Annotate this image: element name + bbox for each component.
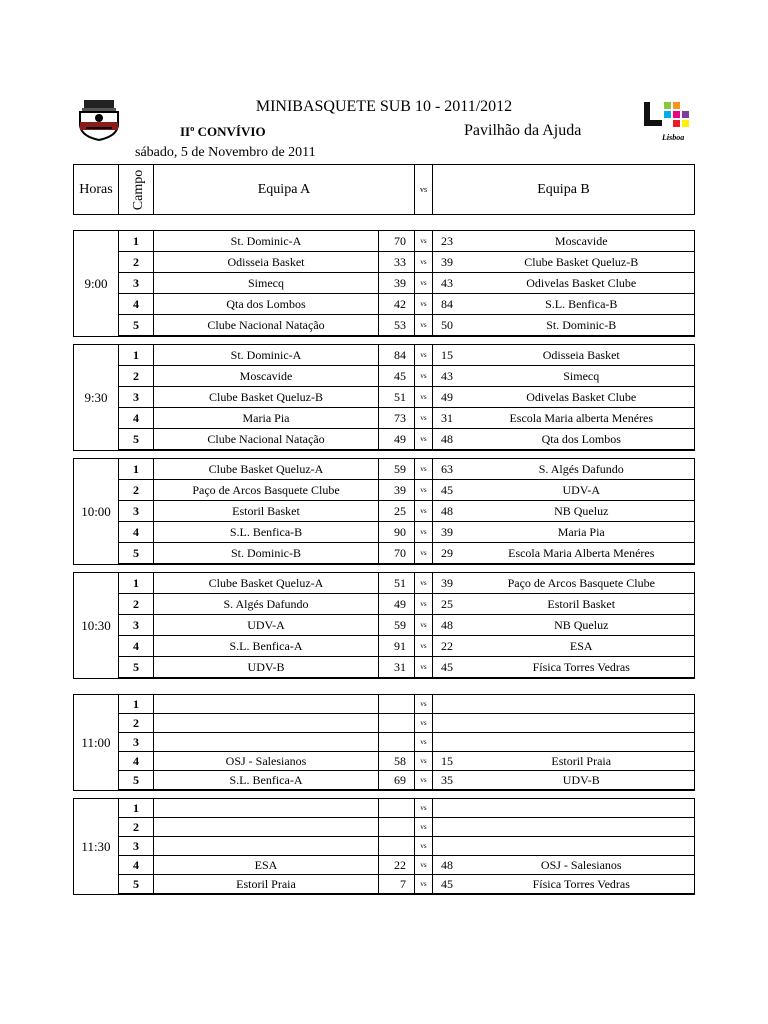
team-b-score bbox=[433, 733, 469, 752]
campo-number: 3 bbox=[119, 733, 154, 752]
vs-label: vs bbox=[415, 408, 433, 429]
team-b-score: 15 bbox=[433, 345, 469, 366]
campo-number: 4 bbox=[119, 752, 154, 771]
vs-label: vs bbox=[415, 657, 433, 679]
team-b-score: 29 bbox=[433, 543, 469, 565]
vs-label: vs bbox=[415, 733, 433, 752]
campo-number: 3 bbox=[119, 501, 154, 522]
team-a-score: 42 bbox=[379, 294, 415, 315]
team-a-score: 49 bbox=[379, 594, 415, 615]
game-row bbox=[74, 315, 695, 337]
team-b-score: 39 bbox=[433, 522, 469, 543]
vs-label: vs bbox=[415, 615, 433, 636]
vs-label: vs bbox=[415, 345, 433, 366]
team-b-score: 39 bbox=[433, 573, 469, 594]
team-b-score: 84 bbox=[433, 294, 469, 315]
team-a-name: St. Dominic-A bbox=[154, 231, 379, 252]
team-b-score: 23 bbox=[433, 231, 469, 252]
team-b-score: 45 bbox=[433, 875, 469, 895]
game-row bbox=[74, 366, 695, 387]
campo-number: 2 bbox=[119, 366, 154, 387]
campo-number: 2 bbox=[119, 480, 154, 501]
campo-number: 1 bbox=[119, 573, 154, 594]
vs-label: vs bbox=[415, 636, 433, 657]
team-a-score bbox=[379, 799, 415, 818]
team-a-name: OSJ - Salesianos bbox=[154, 752, 379, 771]
team-a-name: S.L. Benfica-B bbox=[154, 522, 379, 543]
game-row bbox=[74, 714, 695, 733]
campo-number: 5 bbox=[119, 657, 154, 679]
team-a-name: Clube Nacional Natação bbox=[154, 315, 379, 337]
team-a-name: Estoril Praia bbox=[154, 875, 379, 895]
vs-label: vs bbox=[415, 543, 433, 565]
team-b-name: OSJ - Salesianos bbox=[469, 856, 695, 875]
team-b-name: Simecq bbox=[469, 366, 695, 387]
team-b-score: 22 bbox=[433, 636, 469, 657]
vs-label: vs bbox=[415, 818, 433, 837]
campo-number: 5 bbox=[119, 315, 154, 337]
team-a-score: 70 bbox=[379, 543, 415, 565]
game-row bbox=[74, 294, 695, 315]
team-b-name: Maria Pia bbox=[469, 522, 695, 543]
game-row bbox=[74, 231, 695, 252]
team-b-name: Clube Basket Queluz-B bbox=[469, 252, 695, 273]
time-slot-table bbox=[73, 458, 695, 565]
slot-hour: 10:00 bbox=[74, 459, 119, 565]
header-campo-label: Campo bbox=[131, 169, 147, 210]
game-row bbox=[74, 771, 695, 791]
vs-label: vs bbox=[415, 387, 433, 408]
team-a-name: Maria Pia bbox=[154, 408, 379, 429]
team-a-score: 59 bbox=[379, 459, 415, 480]
team-a-score: 45 bbox=[379, 366, 415, 387]
vs-label: vs bbox=[415, 366, 433, 387]
team-a-name: Clube Basket Queluz-A bbox=[154, 459, 379, 480]
team-a-score: 69 bbox=[379, 771, 415, 791]
team-b-name: UDV-B bbox=[469, 771, 695, 791]
game-row bbox=[74, 695, 695, 714]
team-b-score: 25 bbox=[433, 594, 469, 615]
team-a-name: Clube Nacional Natação bbox=[154, 429, 379, 451]
game-row bbox=[74, 856, 695, 875]
game-row bbox=[74, 387, 695, 408]
team-a-name: Qta dos Lombos bbox=[154, 294, 379, 315]
vs-label: vs bbox=[415, 856, 433, 875]
team-a-name bbox=[154, 799, 379, 818]
campo-number: 2 bbox=[119, 594, 154, 615]
slot-hour: 10:30 bbox=[74, 573, 119, 679]
vs-label: vs bbox=[415, 837, 433, 856]
page-subtitle: IIº CONVÍVIO bbox=[180, 124, 266, 139]
vs-label: vs bbox=[415, 573, 433, 594]
time-slot-table bbox=[73, 798, 695, 895]
team-a-score: 25 bbox=[379, 501, 415, 522]
game-row bbox=[74, 752, 695, 771]
vs-label: vs bbox=[415, 429, 433, 451]
campo-number: 1 bbox=[119, 695, 154, 714]
slot-hour: 9:00 bbox=[74, 231, 119, 337]
team-a-name: Simecq bbox=[154, 273, 379, 294]
game-row bbox=[74, 594, 695, 615]
team-a-score bbox=[379, 695, 415, 714]
team-a-score: 51 bbox=[379, 387, 415, 408]
team-a-name: S.L. Benfica-A bbox=[154, 636, 379, 657]
team-b-score: 50 bbox=[433, 315, 469, 337]
slot-hour: 9:30 bbox=[74, 345, 119, 451]
team-b-name bbox=[469, 714, 695, 733]
team-b-score bbox=[433, 714, 469, 733]
vs-label: vs bbox=[415, 714, 433, 733]
vs-label: vs bbox=[415, 294, 433, 315]
campo-number: 3 bbox=[119, 837, 154, 856]
team-b-name bbox=[469, 818, 695, 837]
team-a-score: 22 bbox=[379, 856, 415, 875]
team-b-name bbox=[469, 695, 695, 714]
team-a-name bbox=[154, 837, 379, 856]
time-slot-table bbox=[73, 344, 695, 451]
game-row bbox=[74, 345, 695, 366]
game-row bbox=[74, 480, 695, 501]
header-horas: Horas bbox=[74, 165, 119, 215]
vs-label: vs bbox=[415, 522, 433, 543]
team-b-name: ESA bbox=[469, 636, 695, 657]
game-row bbox=[74, 429, 695, 451]
page-title: MINIBASQUETE SUB 10 - 2011/2012 bbox=[255, 98, 513, 115]
game-row bbox=[74, 837, 695, 856]
team-b-name: Estoril Praia bbox=[469, 752, 695, 771]
team-b-name bbox=[469, 837, 695, 856]
team-b-score: 31 bbox=[433, 408, 469, 429]
campo-number: 5 bbox=[119, 875, 154, 895]
team-a-name: St. Dominic-B bbox=[154, 543, 379, 565]
team-a-score: 49 bbox=[379, 429, 415, 451]
team-b-name: UDV-A bbox=[469, 480, 695, 501]
team-a-score: 90 bbox=[379, 522, 415, 543]
time-slot-table bbox=[73, 572, 695, 679]
campo-number: 2 bbox=[119, 714, 154, 733]
team-b-score: 35 bbox=[433, 771, 469, 791]
team-a-score: 51 bbox=[379, 573, 415, 594]
team-a-name: Paço de Arcos Basquete Clube bbox=[154, 480, 379, 501]
team-b-name: Odivelas Basket Clube bbox=[469, 387, 695, 408]
team-b-name: Paço de Arcos Basquete Clube bbox=[469, 573, 695, 594]
team-b-score: 63 bbox=[433, 459, 469, 480]
team-a-score bbox=[379, 714, 415, 733]
vs-label: vs bbox=[415, 771, 433, 791]
vs-label: vs bbox=[415, 594, 433, 615]
team-a-score: 91 bbox=[379, 636, 415, 657]
team-b-score bbox=[433, 818, 469, 837]
team-b-name: St. Dominic-B bbox=[469, 315, 695, 337]
team-b-score: 49 bbox=[433, 387, 469, 408]
vs-label: vs bbox=[415, 315, 433, 337]
vs-label: vs bbox=[415, 273, 433, 294]
campo-number: 5 bbox=[119, 771, 154, 791]
team-a-score bbox=[379, 837, 415, 856]
game-row bbox=[74, 573, 695, 594]
team-b-score: 43 bbox=[433, 366, 469, 387]
team-b-score: 43 bbox=[433, 273, 469, 294]
team-b-name: NB Queluz bbox=[469, 615, 695, 636]
campo-number: 4 bbox=[119, 636, 154, 657]
team-a-score: 39 bbox=[379, 273, 415, 294]
event-date: sábado, 5 de Novembro de 2011 bbox=[135, 145, 316, 160]
team-b-name: Escola Maria Alberta Menéres bbox=[469, 543, 695, 565]
slot-hour: 11:30 bbox=[74, 799, 119, 895]
team-a-name: Clube Basket Queluz-A bbox=[154, 573, 379, 594]
team-b-name: Odisseia Basket bbox=[469, 345, 695, 366]
team-a-score: 7 bbox=[379, 875, 415, 895]
campo-number: 3 bbox=[119, 387, 154, 408]
team-b-name: Física Torres Vedras bbox=[469, 875, 695, 895]
team-b-name: Moscavide bbox=[469, 231, 695, 252]
game-row bbox=[74, 273, 695, 294]
team-a-score: 84 bbox=[379, 345, 415, 366]
team-a-score: 39 bbox=[379, 480, 415, 501]
team-b-score bbox=[433, 837, 469, 856]
team-a-name bbox=[154, 695, 379, 714]
team-b-score: 39 bbox=[433, 252, 469, 273]
schedule-header bbox=[73, 164, 695, 215]
campo-number: 4 bbox=[119, 522, 154, 543]
campo-number: 1 bbox=[119, 459, 154, 480]
team-a-name: ESA bbox=[154, 856, 379, 875]
team-a-score: 33 bbox=[379, 252, 415, 273]
campo-number: 5 bbox=[119, 429, 154, 451]
team-a-score: 73 bbox=[379, 408, 415, 429]
team-b-name: NB Queluz bbox=[469, 501, 695, 522]
team-b-score: 48 bbox=[433, 429, 469, 451]
header-equipa-a: Equipa A bbox=[154, 165, 415, 215]
team-a-score bbox=[379, 818, 415, 837]
game-row bbox=[74, 733, 695, 752]
team-b-score bbox=[433, 799, 469, 818]
logo-text: Lisboa bbox=[662, 133, 685, 142]
team-a-score: 59 bbox=[379, 615, 415, 636]
team-a-name: S.L. Benfica-A bbox=[154, 771, 379, 791]
team-a-score bbox=[379, 733, 415, 752]
team-a-name bbox=[154, 714, 379, 733]
game-row bbox=[74, 636, 695, 657]
game-row bbox=[74, 522, 695, 543]
game-row bbox=[74, 657, 695, 679]
campo-number: 5 bbox=[119, 543, 154, 565]
header-vs: vs bbox=[415, 165, 433, 215]
team-b-name: S.L. Benfica-B bbox=[469, 294, 695, 315]
vs-label: vs bbox=[415, 799, 433, 818]
campo-number: 2 bbox=[119, 818, 154, 837]
time-slot-table bbox=[73, 230, 695, 337]
time-slot-table bbox=[73, 694, 695, 791]
vs-label: vs bbox=[415, 480, 433, 501]
team-a-name bbox=[154, 733, 379, 752]
team-b-score bbox=[433, 695, 469, 714]
team-a-name: Estoril Basket bbox=[154, 501, 379, 522]
game-row bbox=[74, 408, 695, 429]
team-a-name: UDV-B bbox=[154, 657, 379, 679]
campo-number: 2 bbox=[119, 252, 154, 273]
team-a-name: S. Algés Dafundo bbox=[154, 594, 379, 615]
game-row bbox=[74, 799, 695, 818]
team-b-name bbox=[469, 733, 695, 752]
game-row bbox=[74, 543, 695, 565]
team-b-score: 48 bbox=[433, 856, 469, 875]
vs-label: vs bbox=[415, 459, 433, 480]
header-campo bbox=[119, 165, 154, 215]
vs-label: vs bbox=[415, 752, 433, 771]
campo-number: 3 bbox=[119, 273, 154, 294]
team-a-name: Odisseia Basket bbox=[154, 252, 379, 273]
vs-label: vs bbox=[415, 695, 433, 714]
team-b-name: Estoril Basket bbox=[469, 594, 695, 615]
team-a-score: 31 bbox=[379, 657, 415, 679]
campo-number: 4 bbox=[119, 408, 154, 429]
game-row bbox=[74, 875, 695, 895]
game-row bbox=[74, 459, 695, 480]
team-b-name: Qta dos Lombos bbox=[469, 429, 695, 451]
game-row bbox=[74, 252, 695, 273]
campo-number: 1 bbox=[119, 345, 154, 366]
team-b-score: 45 bbox=[433, 657, 469, 679]
team-b-name: Física Torres Vedras bbox=[469, 657, 695, 679]
vs-label: vs bbox=[415, 501, 433, 522]
team-b-score: 48 bbox=[433, 501, 469, 522]
team-a-score: 53 bbox=[379, 315, 415, 337]
team-a-name: Moscavide bbox=[154, 366, 379, 387]
campo-number: 1 bbox=[119, 799, 154, 818]
campo-number: 4 bbox=[119, 294, 154, 315]
team-b-name bbox=[469, 799, 695, 818]
team-b-name: Escola Maria alberta Menéres bbox=[469, 408, 695, 429]
slot-hour: 11:00 bbox=[74, 695, 119, 791]
game-row bbox=[74, 818, 695, 837]
team-b-score: 45 bbox=[433, 480, 469, 501]
team-b-score: 48 bbox=[433, 615, 469, 636]
team-b-name: Odivelas Basket Clube bbox=[469, 273, 695, 294]
game-row bbox=[74, 501, 695, 522]
team-b-score: 15 bbox=[433, 752, 469, 771]
campo-number: 3 bbox=[119, 615, 154, 636]
vs-label: vs bbox=[415, 231, 433, 252]
vs-label: vs bbox=[415, 252, 433, 273]
header-equipa-b: Equipa B bbox=[433, 165, 695, 215]
team-a-name: St. Dominic-A bbox=[154, 345, 379, 366]
venue-name: Pavilhão da Ajuda bbox=[464, 122, 582, 139]
team-a-name bbox=[154, 818, 379, 837]
team-a-name: Clube Basket Queluz-B bbox=[154, 387, 379, 408]
team-a-name: UDV-A bbox=[154, 615, 379, 636]
campo-number: 1 bbox=[119, 231, 154, 252]
game-row bbox=[74, 615, 695, 636]
campo-number: 4 bbox=[119, 856, 154, 875]
team-a-score: 58 bbox=[379, 752, 415, 771]
team-b-name: S. Algés Dafundo bbox=[469, 459, 695, 480]
vs-label: vs bbox=[415, 875, 433, 895]
team-a-score: 70 bbox=[379, 231, 415, 252]
